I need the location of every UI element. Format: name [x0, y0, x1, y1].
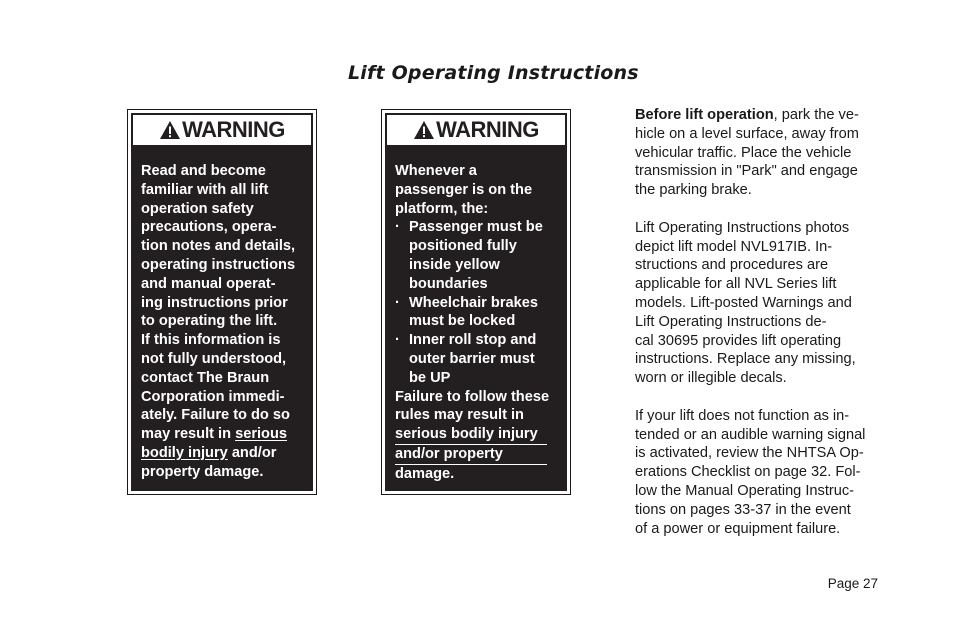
warning-text — [141, 162, 306, 482]
text-line: Read and become — [141, 163, 266, 179]
text-line: cal 30695 provides lift operating — [635, 332, 842, 349]
bullet-text: Inner roll stop and — [409, 332, 537, 349]
text-line: precautions, opera- — [141, 219, 277, 236]
text-line: tions on pages 33-37 in the event — [635, 501, 851, 518]
text-line: rules may result in — [395, 407, 524, 424]
text-line: structions and procedures are — [635, 257, 829, 274]
warning-decal-1 — [127, 109, 317, 495]
text-line: tion notes and details, — [141, 238, 296, 255]
page-title: Lift Operating Instructions — [348, 62, 639, 84]
bullet-text: Wheelchair brakes — [409, 294, 538, 311]
warning-text — [395, 162, 560, 484]
text-line: If your lift does not function as in- — [635, 407, 850, 424]
bullet-mark: · — [395, 294, 400, 311]
text-line: familiar with all lift — [141, 181, 269, 198]
text-line: low the Manual Operating Instruc- — [635, 482, 855, 499]
text-line: to operating the lift. — [141, 313, 278, 330]
text-line: applicable for all NVL Series lift — [635, 276, 837, 293]
warning-triangle-icon — [413, 120, 435, 140]
text-line: instructions. Replace any missing, — [635, 351, 856, 368]
text-line: ing instructions prior — [141, 294, 288, 311]
text-line: ately. Failure to do so — [141, 407, 290, 424]
bullet-mark: · — [395, 332, 400, 349]
warning-text-underlined: bodily injury — [141, 444, 228, 461]
text-line: platform, the: — [395, 200, 489, 217]
text-line: operating instructions — [141, 256, 296, 273]
warning-text-line: may result in — [141, 426, 236, 443]
text-line: Corporation immedi- — [141, 388, 285, 405]
warning-panel — [131, 113, 313, 491]
warning-decal-2 — [381, 109, 571, 495]
text-line: transmission in "Park" and engage — [635, 163, 858, 180]
warning-text-underlined: serious — [235, 426, 288, 443]
underlined-line: and/or property — [395, 445, 547, 465]
bullet-item-line — [395, 294, 560, 313]
text-line: passenger is on the — [395, 181, 533, 198]
paragraph-model-info — [635, 219, 895, 388]
bullet-item-line — [395, 218, 560, 237]
text-line: Whenever a — [395, 163, 477, 179]
text-line: If this information is — [141, 332, 281, 349]
bullet-item-line: be UP — [409, 369, 451, 386]
text-line: of a power or equipment failure. — [635, 520, 841, 537]
text-line: not fully understood, — [141, 350, 287, 367]
text-line: , park the ve- — [773, 107, 859, 123]
text-line: models. Lift-posted Warnings and — [635, 294, 852, 311]
bullet-item-line: inside yellow — [409, 256, 500, 273]
text-line: operation safety — [141, 200, 254, 217]
text-line: erations Checklist on page 32. Fol- — [635, 464, 861, 481]
text-line: is activated, review the NHTSA Op- — [635, 445, 864, 462]
text-line: damage. — [395, 465, 455, 482]
text-line: vehicular traffic. Place the vehicle — [635, 144, 852, 161]
warning-header — [386, 114, 566, 146]
bullet-item-line: boundaries — [409, 275, 488, 292]
bullet-mark: · — [395, 219, 400, 236]
warning-heading: WARNING — [182, 117, 285, 142]
text-line: Lift Operating Instructions de- — [635, 313, 827, 330]
bullet-item-line — [395, 331, 560, 350]
paragraph-before-operation — [635, 106, 895, 200]
warning-text-line: property damage. — [141, 463, 264, 480]
text-line: depict lift model NVL917IB. In- — [635, 238, 833, 255]
text-line: contact The Braun — [141, 369, 270, 386]
warning-panel — [385, 113, 567, 491]
bullet-text: Passenger must be — [409, 219, 543, 236]
text-line: worn or illegible decals. — [635, 370, 787, 387]
warning-triangle-icon — [159, 120, 181, 140]
text-line: hicle on a level surface, away from — [635, 125, 859, 142]
text-line: the parking brake. — [635, 182, 752, 199]
bold-lead: Before lift operation — [635, 107, 774, 123]
instructions-column — [635, 106, 895, 557]
text-line: and manual operat- — [141, 275, 276, 292]
text-line: Lift Operating Instructions photos — [635, 219, 850, 236]
paragraph-malfunction — [635, 407, 895, 539]
text-line: Failure to follow these — [395, 388, 550, 405]
warning-header — [132, 114, 312, 146]
bullet-item-line: outer barrier must — [409, 350, 535, 367]
bullet-item-line: must be locked — [409, 313, 516, 330]
bullet-item-line: positioned fully — [409, 238, 517, 255]
warning-heading: WARNING — [436, 117, 539, 142]
text-line: tended or an audible warning signal — [635, 426, 866, 443]
underlined-line: serious bodily injury — [395, 425, 547, 445]
warning-text-line: and/or — [227, 444, 277, 461]
page-number: Page 27 — [827, 576, 878, 591]
